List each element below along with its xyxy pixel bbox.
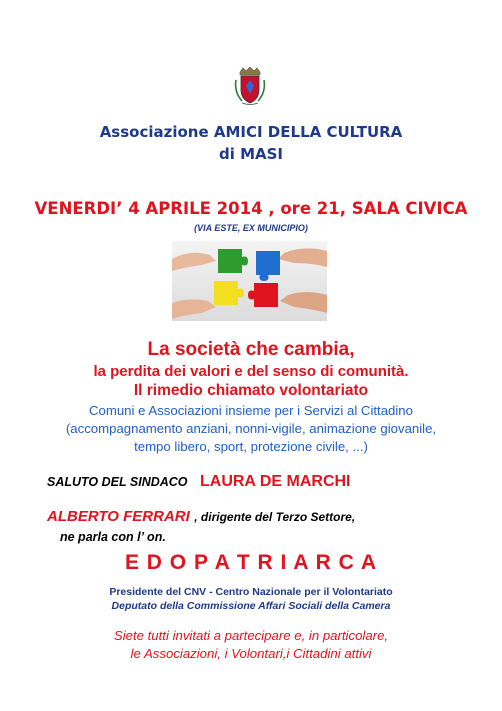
- municipal-crest-icon: [232, 66, 268, 106]
- mayor-name: LAURA DE MARCHI: [199, 473, 351, 490]
- guest-role-1: Presidente del CNV - Centro Nazionale per il Volontariato: [109, 586, 393, 598]
- speaker-role: , dirigente del Terzo Settore,: [194, 510, 356, 524]
- speaker-intro: ne parla con l’ on.: [60, 530, 166, 544]
- guest-role-2: Deputato della Commissione Affari Sociali della Camera: [111, 600, 391, 612]
- association-name: Associazione AMICI DELLA CULTURA: [99, 123, 403, 141]
- mayor-prefix: SALUTO DEL SINDACO: [47, 475, 188, 489]
- guest-name: E D O P A T R I A R C A: [124, 551, 378, 574]
- topic-detail-2: (accompagnamento anziani, nonni-vigile, animazione giovanile,: [65, 421, 437, 436]
- topic-detail-3: tempo libero, sport, protezione civile, ...): [134, 439, 368, 454]
- invite-line-2: le Associazioni, i Volontari,i Cittadini attivi: [130, 646, 372, 661]
- event-venue: (VIA ESTE, EX MUNICIPIO): [194, 223, 308, 233]
- speaker-name: ALBERTO FERRARI: [47, 508, 190, 525]
- topic-remedy: Il rimedio chiamato volontariato: [133, 382, 369, 399]
- topic-title: La società che cambia,: [147, 339, 355, 360]
- mayor-greeting: [47, 473, 351, 491]
- association-place: di MASI: [218, 145, 284, 163]
- speaker-line: [47, 508, 355, 526]
- puzzle-hands-photo: [172, 241, 327, 321]
- event-datetime: VENERDI’ 4 APRILE 2014 , ore 21, SALA CIVICA: [34, 199, 468, 218]
- topic-detail-1: Comuni e Associazioni insieme per i Servizi al Cittadino: [89, 403, 413, 418]
- invite-line-1: Siete tutti invitati a partecipare e, in particolare,: [113, 628, 389, 643]
- topic-subtitle: la perdita dei valori e del senso di comunità.: [93, 363, 409, 380]
